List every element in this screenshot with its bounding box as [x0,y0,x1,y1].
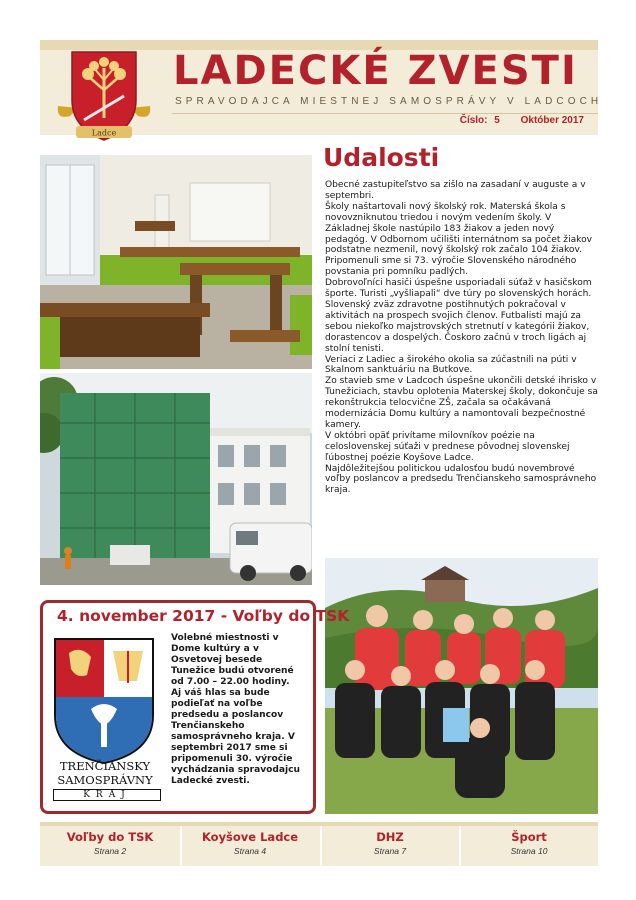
building-photo [40,373,312,585]
issue-label: Číslo: [459,115,488,126]
article-paragraph: Zo stavieb sme v Ladcoch úspešne ukončili detské ihrisko v Tunežiciach, stavbu oplotenia Materskej školy, dokončuje sa rekonštrukcia telocvične ZŠ, začala sa očakávaná modernizácia Domu kultúry a namontovali bezpečnostné kamery. [325,376,598,430]
article-paragraph: Obecné zastupiteľstvo sa zišlo na zasadaní v auguste a v septembri. [325,180,586,201]
classroom-photo [40,155,312,369]
footer-link-page: Strana 7 [373,846,407,856]
footer-link-label: Voľby do TSK [66,830,154,844]
article-paragraph: Najdôležitejšou politickou udalosťou budú novembrové voľby poslancov a predsedu Trenčianskeho samosprávneho kraja. [325,463,597,496]
issue-number: 5 [494,115,500,126]
issue-info [456,115,584,126]
tsk-crest-icon [51,635,157,765]
tsk-crest-label: SAMOSPRÁVNY [57,773,153,787]
team-photo [325,558,598,814]
article-paragraph: Školy naštartovali nový školský rok. Materská škola s novovzniknutou triedou i novým vedením školy. V Základnej škole nastúpilo 183 žiakov a jeden nový pedagóg. V Odbornom učilišti internátnom sa počet žiakov podstatne nezmenil, nový školský rok začalo 104 žiakov. [325,201,593,256]
tsk-crest-label: TRENČIANSKY [59,759,151,773]
footer-link-page: Strana 4 [233,846,267,856]
newspaper-title: LADECKÉ ZVESTI [173,48,578,94]
footer-link[interactable] [40,830,180,856]
election-paragraph: Volebné miestnosti v Dome kultúry a v Osvetovej besede Tunežice budú otvorené od 7.00 – 22.00 hodiny. [171,633,294,687]
article-paragraph: Pripomenuli sme si 73. výročie Slovenského národného povstania pri pomníku padlých. [325,256,577,278]
crest-label: Ladce [91,128,117,138]
tsk-crest-label: KRAJ [53,789,161,801]
article-paragraph: Veriaci z Ladiec a širokého okolia sa zúčastnili na púti v Skalnom sanktuáriu na Butkove. [325,354,577,376]
footer-link-label: Šport [511,830,547,844]
footer-link[interactable] [459,830,599,856]
election-text [171,633,307,787]
footer-link[interactable] [180,830,320,856]
article-paragraph: Dobrovoľníci hasiči úspešne usporiadali súťaž v hasičskom športe. Turisti „vyšliapali“ dve túry po slovenských horách. Slovenský zväz zdravotne postihnutých pokračoval v aktivitách na prospech svojich členov. Futbalisti majú za sebou niekoľko majstrovských stretnutí v kategórii žiakov, dorastencov a dospelých. Čoskoro začnú v troch ligách aj stolní tenisti. [325,278,592,354]
article-paragraph: V októbri opäť privítame milovníkov poézie na celoslovenskej súťaži v prednese pôvodnej slovenskej ľúbostnej poézie Koyšove Ladce. [325,430,570,463]
ladce-crest-icon [54,46,154,144]
footer-link-label: DHZ [376,830,404,844]
election-heading: 4. november 2017 - Voľby do TSK [57,607,350,625]
masthead [40,40,603,138]
election-paragraph: Aj váš hlas sa bude podieľať na voľbe predsedu a poslancov Trenčianskeho samosprávneho kraja. V septembri 2017 sme si pripomenuli 30. výročie vychádzania spravodajcu Ladecké zvesti. [171,688,301,786]
footer-link-page: Strana 2 [93,846,127,856]
footer-link[interactable] [320,830,460,856]
footer-link-label: Koyšove Ladce [201,830,299,844]
contents-footer [40,822,598,866]
election-box [40,600,350,814]
issue-month: Október 2017 [520,115,584,126]
footer-link-page: Strana 10 [510,846,548,856]
section-heading: Udalosti [323,143,440,172]
newspaper-subtitle: SPRAVODAJCA MIESTNEJ SAMOSPRÁVY V LADCOCH [175,96,603,107]
article-body [325,180,598,496]
